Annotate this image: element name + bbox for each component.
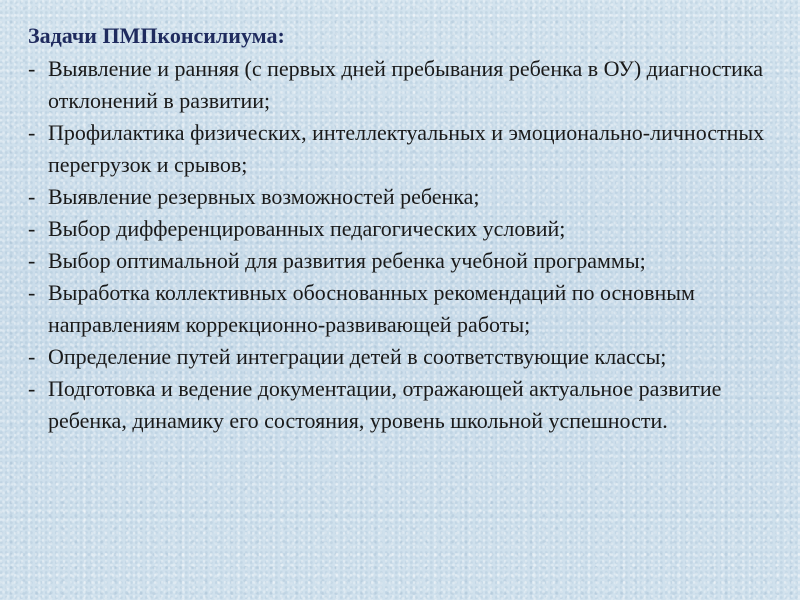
- list-item: [24, 245, 776, 277]
- list-item-text: Профилактика физических, интеллектуальных и эмоционально-личностных перегрузок и срывов;: [48, 120, 765, 177]
- bullet-dash: -: [28, 376, 36, 401]
- list-item-text: Определение путей интеграции детей в соответствующие классы;: [48, 344, 667, 369]
- list-item-text: Выявление резервных возможностей ребенка;: [48, 184, 480, 209]
- list-item: [24, 117, 776, 181]
- list-item-text: Выбор оптимальной для развития ребенка учебной программы;: [48, 248, 646, 273]
- list-item-text: Выработка коллективных обоснованных рекомендаций по основным направлениям коррекционно-развивающей работы;: [48, 280, 695, 337]
- bullet-dash: -: [28, 216, 36, 241]
- bullet-dash: -: [28, 184, 36, 209]
- list-item: [24, 213, 776, 245]
- bullet-dash: -: [28, 56, 36, 81]
- list-item-text: Выбор дифференцированных педагогических условий;: [48, 216, 566, 241]
- list-item: [24, 53, 776, 117]
- bullet-dash: -: [28, 248, 36, 273]
- slide-content: [24, 20, 776, 437]
- bullet-dash: -: [28, 344, 36, 369]
- list-item: [24, 277, 776, 341]
- list-item: [24, 341, 776, 373]
- slide-title: Задачи ПМПконсилиума:: [28, 23, 285, 48]
- list-item-text: Выявление и ранняя (с первых дней пребывания ребенка в ОУ) диагностика отклонений в развитии;: [48, 56, 764, 113]
- bullet-dash: -: [28, 280, 36, 305]
- list-item: [24, 181, 776, 213]
- bullet-dash: -: [28, 120, 36, 145]
- list-item: [24, 373, 776, 437]
- task-list: [24, 53, 776, 437]
- list-item-text: Подготовка и ведение документации, отражающей актуальное развитие ребенка, динамику его состояния, уровень школьной успешности.: [48, 376, 722, 433]
